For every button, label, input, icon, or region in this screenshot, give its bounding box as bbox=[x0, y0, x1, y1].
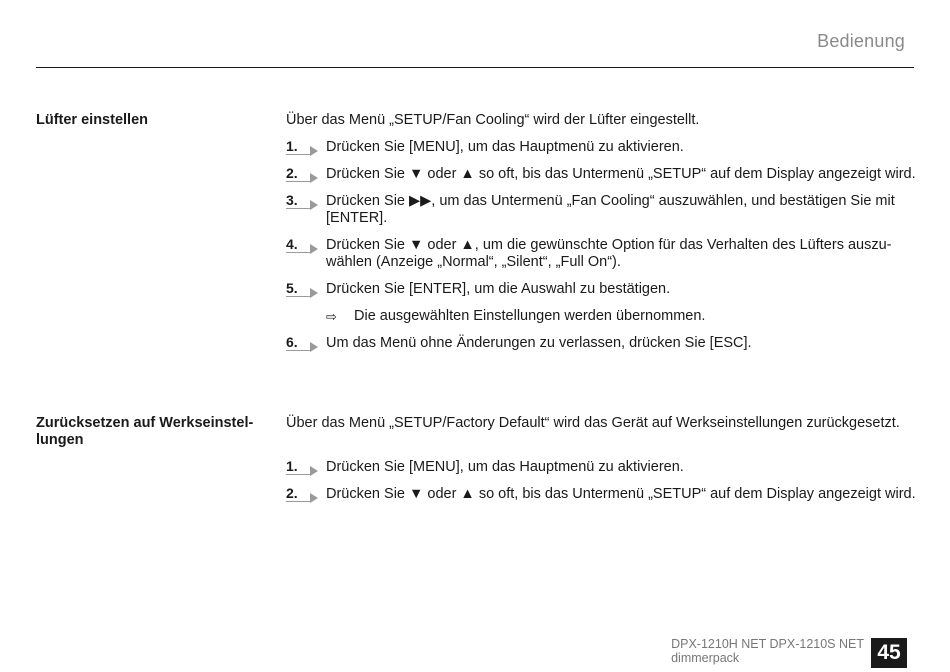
step-item bbox=[286, 193, 916, 227]
step-marker bbox=[286, 166, 320, 183]
page-number: 45 bbox=[871, 638, 907, 668]
step-arrow-icon bbox=[310, 493, 318, 503]
section-body bbox=[286, 112, 916, 362]
step-arrow-icon bbox=[310, 342, 318, 352]
step-underline bbox=[286, 501, 312, 502]
step-text: Drücken Sie ▶▶, um das Untermenü „Fan Cooling“ auszuwählen, und bestätigen Sie mit [ENTER]. bbox=[326, 193, 895, 226]
step-marker bbox=[286, 281, 320, 298]
footer-model bbox=[671, 637, 864, 665]
step-marker bbox=[286, 193, 320, 210]
step-marker bbox=[286, 486, 320, 503]
step-underline bbox=[286, 296, 312, 297]
page-title: Bedienung bbox=[817, 31, 905, 51]
step-arrow-icon bbox=[310, 173, 318, 183]
section-title: Lüfter einstellen bbox=[36, 112, 148, 128]
step-item bbox=[286, 281, 916, 298]
step-number: 1. bbox=[286, 138, 298, 154]
step-text: Drücken Sie ▼ oder ▲ so oft, bis das Untermenü „SETUP“ auf dem Display angezeigt wird. bbox=[326, 166, 916, 182]
step-underline bbox=[286, 208, 312, 209]
step-arrow-icon bbox=[310, 466, 318, 476]
step-number: 5. bbox=[286, 280, 298, 296]
step-result bbox=[286, 308, 916, 325]
footer-model-line: DPX-1210H NET DPX-1210S NET bbox=[671, 637, 864, 651]
step-underline bbox=[286, 350, 312, 351]
step-item bbox=[286, 459, 916, 476]
step-item bbox=[286, 139, 916, 156]
step-item bbox=[286, 335, 916, 352]
step-text: Drücken Sie ▼ oder ▲ so oft, bis das Untermenü „SETUP“ auf dem Display angezeigt wird. bbox=[326, 486, 916, 502]
step-item bbox=[286, 486, 916, 503]
section-intro: Über das Menü „SETUP/Factory Default“ wird das Gerät auf Werkseinstellungen zurückgesetzt. bbox=[286, 415, 900, 431]
step-number: 4. bbox=[286, 236, 298, 252]
step-marker bbox=[286, 237, 320, 254]
step-text: Drücken Sie [MENU], um das Hauptmenü zu aktivieren. bbox=[326, 459, 684, 475]
header-divider bbox=[36, 67, 914, 68]
step-underline bbox=[286, 181, 312, 182]
section-body bbox=[286, 415, 916, 513]
footer-product-line: dimmerpack bbox=[671, 651, 740, 665]
step-underline bbox=[286, 154, 312, 155]
step-text: Drücken Sie [ENTER], um die Auswahl zu bestätigen. bbox=[326, 281, 671, 297]
step-marker bbox=[286, 139, 320, 156]
step-number: 3. bbox=[286, 192, 298, 208]
section-title: Zurücksetzen auf Werkseinstel- lungen bbox=[36, 415, 254, 448]
step-arrow-icon bbox=[310, 244, 318, 254]
result-text: Die ausgewählten Einstellungen werden übernommen. bbox=[354, 308, 706, 324]
step-arrow-icon bbox=[310, 288, 318, 298]
step-marker bbox=[286, 459, 320, 476]
step-number: 1. bbox=[286, 458, 298, 474]
step-arrow-icon bbox=[310, 146, 318, 156]
result-arrow-icon: ⇨ bbox=[326, 309, 337, 324]
step-marker bbox=[286, 335, 320, 352]
step-underline bbox=[286, 252, 312, 253]
step-text: Drücken Sie ▼ oder ▲, um die gewünschte Option für das Verhalten des Lüfters auszu- wählen (Anzeige „Normal“, „Silent“, „Full On“). bbox=[326, 237, 892, 270]
step-item bbox=[286, 166, 916, 183]
step-number: 6. bbox=[286, 334, 298, 350]
step-text: Um das Menü ohne Änderungen zu verlassen, drücken Sie [ESC]. bbox=[326, 335, 752, 351]
section-intro: Über das Menü „SETUP/Fan Cooling“ wird der Lüfter eingestellt. bbox=[286, 112, 700, 128]
step-text: Drücken Sie [MENU], um das Hauptmenü zu aktivieren. bbox=[326, 139, 684, 155]
step-number: 2. bbox=[286, 485, 298, 501]
step-underline bbox=[286, 474, 312, 475]
step-arrow-icon bbox=[310, 200, 318, 210]
step-number: 2. bbox=[286, 165, 298, 181]
step-item bbox=[286, 237, 916, 271]
